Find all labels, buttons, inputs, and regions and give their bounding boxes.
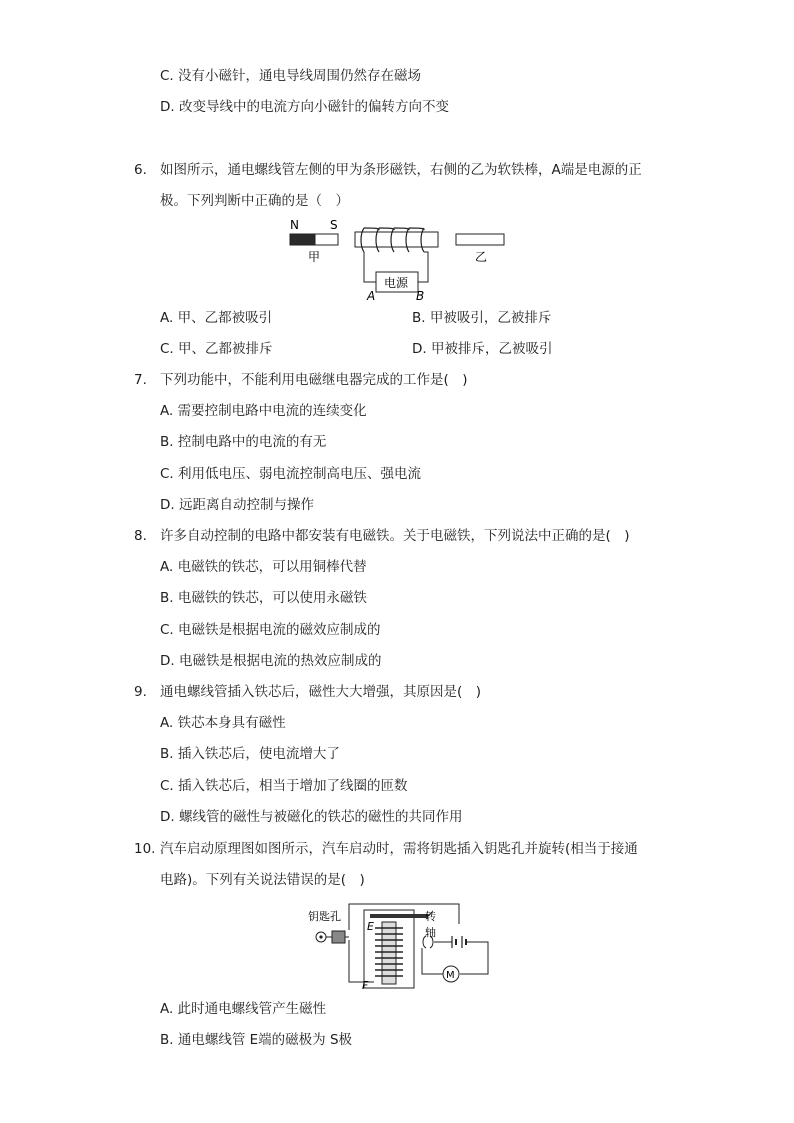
q6-option-d: D. 甲被排斥，乙被吸引 [412, 341, 553, 357]
q10-figure [304, 898, 494, 990]
q6-option-c: C. 甲、乙都被排斥 [160, 341, 273, 357]
armature [370, 914, 428, 918]
q9-option-d: D. 螺线管的磁性与被磁化的铁芯的磁性的共同作用 [160, 809, 463, 825]
q8-option-a: A. 电磁铁的铁芯，可以用铜棒代替 [160, 559, 367, 575]
q9-option-b: B. 插入铁芯后，使电流增大了 [160, 746, 340, 762]
magnet-south-label: S [330, 218, 338, 232]
magnet-north-label: N [290, 218, 299, 232]
jia-label: 甲 [308, 250, 321, 264]
q7-option-d: D. 远距离自动控制与操作 [160, 497, 314, 513]
lead-left [364, 252, 376, 282]
q7-number: 7. [134, 372, 147, 388]
magnet-north-half [290, 234, 315, 245]
q9-number: 9. [134, 684, 147, 700]
motor-label: M [446, 970, 455, 981]
q7-option-c: C. 利用低电压、弱电流控制高电压、强电流 [160, 466, 422, 482]
q6-figure [280, 212, 520, 304]
q6-option-a: A. 甲、乙都被吸引 [160, 310, 273, 326]
lead-right [418, 252, 428, 282]
q9-option-a: A. 铁芯本身具有磁性 [160, 715, 286, 731]
q10-number: 10. [134, 841, 156, 857]
iron-core [382, 922, 396, 984]
q10-stem-line1: 汽车启动原理图如图所示，汽车启动时，需将钥匙插入钥匙孔并旋转(相当于接通 [160, 841, 638, 857]
q5-option-d: D. 改变导线中的电流方向小磁针的偏转方向不变 [160, 99, 449, 115]
magnet-south-half [315, 234, 338, 245]
q7-stem: 下列功能中，不能利用电磁继电器完成的工作是( ) [160, 372, 468, 388]
q8-number: 8. [134, 528, 147, 544]
solenoid-core [355, 232, 438, 247]
axis-char1: 转 [425, 910, 436, 923]
q7-option-a: A. 需要控制电路中电流的连续变化 [160, 403, 367, 419]
q5-option-c: C. 没有小磁针，通电导线周围仍然存在磁场 [160, 68, 422, 84]
q9-stem: 通电螺线管插入铁芯后，磁性大大增强，其原因是( ) [160, 684, 482, 700]
q6-stem-line1: 如图所示，通电螺线管左侧的甲为条形磁铁，右侧的乙为软铁棒，A端是电源的正 [160, 162, 642, 178]
terminal-b: B [416, 289, 425, 303]
axis-char2: 轴 [425, 926, 436, 939]
q6-option-b: B. 甲被吸引，乙被排斥 [412, 310, 552, 326]
soft-iron-bar [456, 234, 504, 245]
terminal-a: A [367, 289, 376, 303]
control-wire-bottom [349, 940, 374, 982]
key-slot-icon [332, 931, 345, 943]
key-label: 钥匙孔 [308, 910, 341, 923]
end-f-label: F [362, 979, 369, 990]
power-label: 电源 [384, 276, 409, 290]
end-e-label: E [367, 920, 374, 933]
q8-stem: 许多自动控制的电路中都安装有电磁铁。关于电磁铁，下列说法中正确的是( ) [160, 528, 630, 544]
q10-option-b: B. 通电螺线管 E端的磁极为 S极 [160, 1032, 353, 1048]
q10-option-a: A. 此时通电螺线管产生磁性 [160, 1001, 327, 1017]
q10-stem-line2: 电路)。下列有关说法错误的是( ) [160, 872, 365, 888]
q6-stem-line2: 极。下列判断中正确的是（ ） [160, 193, 349, 209]
q8-option-c: C. 电磁铁是根据电流的磁效应制成的 [160, 622, 381, 638]
q9-option-c: C. 插入铁芯后，相当于增加了线圈的匝数 [160, 778, 408, 794]
yi-label: 乙 [475, 250, 488, 264]
q8-option-d: D. 电磁铁是根据电流的热效应制成的 [160, 653, 382, 669]
q8-option-b: B. 电磁铁的铁芯，可以使用永磁铁 [160, 590, 367, 606]
q6-number: 6. [134, 162, 147, 178]
q7-option-b: B. 控制电路中的电流的有无 [160, 434, 327, 450]
